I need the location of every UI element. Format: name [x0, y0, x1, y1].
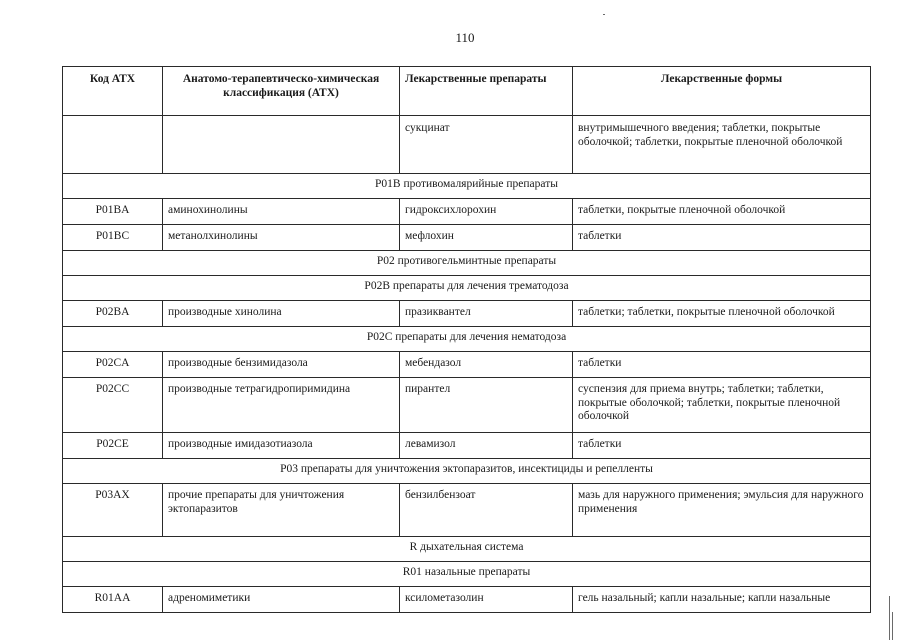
row-code: P02BA	[63, 301, 163, 327]
row-form: таблетки, покрытые пленочной оболочкой	[573, 199, 871, 225]
row-code: P02CE	[63, 433, 163, 459]
table-row	[63, 378, 871, 433]
table-row	[63, 352, 871, 378]
group-row	[63, 174, 871, 199]
table-row	[63, 225, 871, 251]
row-code	[63, 116, 163, 174]
row-classification: метанолхинолины	[163, 225, 400, 251]
row-classification: аминохинолины	[163, 199, 400, 225]
group-label: P03 препараты для уничтожения эктопаразитов, инсектициды и репелленты	[63, 459, 871, 484]
table-row	[63, 116, 871, 174]
row-classification	[163, 116, 400, 174]
table-row	[63, 433, 871, 459]
row-form: таблетки; таблетки, покрытые пленочной оболочкой	[573, 301, 871, 327]
row-form: таблетки	[573, 433, 871, 459]
row-form: таблетки	[573, 225, 871, 251]
table-row	[63, 587, 871, 613]
row-classification: производные тетрагидропиримидина	[163, 378, 400, 433]
row-drug: гидроксихлорохин	[400, 199, 573, 225]
group-row	[63, 459, 871, 484]
table-row	[63, 484, 871, 537]
row-code: P01BA	[63, 199, 163, 225]
group-label: P02B препараты для лечения трематодоза	[63, 276, 871, 301]
row-classification: производные имидазотиазола	[163, 433, 400, 459]
row-form: мазь для наружного применения; эмульсия для наружного применения	[573, 484, 871, 537]
group-label: P01B противомалярийные препараты	[63, 174, 871, 199]
row-form: гель назальный; капли назальные; капли назальные	[573, 587, 871, 613]
row-form: таблетки	[573, 352, 871, 378]
group-row	[63, 537, 871, 562]
group-row	[63, 562, 871, 587]
group-row	[63, 327, 871, 352]
row-drug: сукцинат	[400, 116, 573, 174]
header-code: Код АТХ	[63, 67, 163, 116]
row-drug: ксилометазолин	[400, 587, 573, 613]
row-form: суспензия для приема внутрь; таблетки; таблетки, покрытые оболочкой; таблетки, покрытые пленочной оболочкой	[573, 378, 871, 433]
table-body	[63, 116, 871, 613]
row-classification: производные бензимидазола	[163, 352, 400, 378]
row-classification: прочие препараты для уничтожения эктопаразитов	[163, 484, 400, 537]
row-drug: левамизол	[400, 433, 573, 459]
atx-table	[62, 66, 871, 613]
row-classification: адреномиметики	[163, 587, 400, 613]
row-drug: мефлохин	[400, 225, 573, 251]
table-header	[63, 67, 871, 116]
row-code: P01BC	[63, 225, 163, 251]
row-form: внутримышечного введения; таблетки, покрытые оболочкой; таблетки, покрытые пленочной оболочкой	[573, 116, 871, 174]
row-classification: производные хинолина	[163, 301, 400, 327]
group-label: P02 противогельминтные препараты	[63, 251, 871, 276]
table-row	[63, 301, 871, 327]
row-code: R01AA	[63, 587, 163, 613]
row-drug: празиквантел	[400, 301, 573, 327]
header-forms: Лекарственные формы	[573, 67, 871, 116]
row-code: P03AX	[63, 484, 163, 537]
group-label: R01 назальные препараты	[63, 562, 871, 587]
header-classification: Анатомо-терапевтическо-химическая классификация (АТХ)	[163, 67, 400, 116]
row-code: P02CC	[63, 378, 163, 433]
group-row	[63, 251, 871, 276]
scan-artifact	[889, 596, 890, 640]
group-label: P02C препараты для лечения нематодоза	[63, 327, 871, 352]
table-row	[63, 199, 871, 225]
header-row	[63, 67, 871, 116]
row-drug: мебендазол	[400, 352, 573, 378]
row-drug: пирантел	[400, 378, 573, 433]
scan-artifact	[603, 14, 605, 15]
row-code: P02CA	[63, 352, 163, 378]
header-drugs: Лекарственные препараты	[400, 67, 573, 116]
group-label: R дыхательная система	[63, 537, 871, 562]
scan-artifact	[892, 612, 893, 640]
page-number: 110	[455, 30, 475, 45]
group-row	[63, 276, 871, 301]
row-drug: бензилбензоат	[400, 484, 573, 537]
